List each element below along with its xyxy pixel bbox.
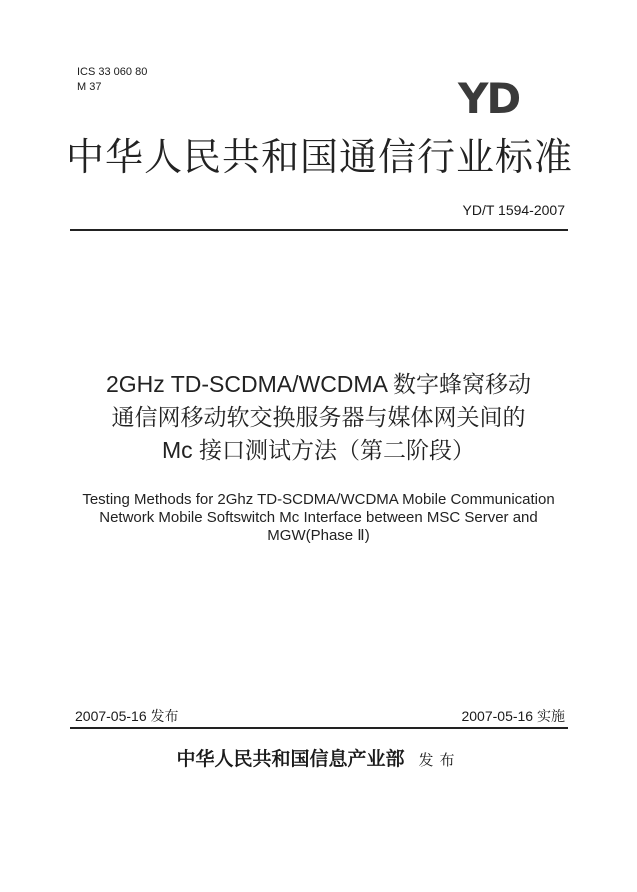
yd-logo: YD [458, 74, 520, 123]
standard-code: YD/T 1594-2007 [462, 202, 565, 218]
english-title-line: Network Mobile Softswitch Mc Interface between MSC Server and [99, 509, 538, 526]
publisher-name: 中华人民共和国信息产业部 [176, 748, 405, 770]
english-title-line: Testing Methods for 2Ghz TD-SCDMA/WCDMA Mobile Communication [82, 491, 555, 508]
chinese-title-line: 2GHz TD-SCDMA/WCDMA 数字蜂窝移动 [105, 371, 532, 397]
chinese-title [0, 368, 637, 467]
ics-code: ICS 33 060 80 [77, 66, 148, 78]
footer-divider [70, 727, 568, 729]
header-divider [70, 229, 568, 231]
chinese-title-line: Mc 接口测试方法（第二阶段） [161, 437, 476, 463]
issue-date: 2007-05-16 发布 [75, 708, 179, 724]
publish-action: 发布 [418, 751, 461, 769]
publisher [0, 744, 637, 771]
ccs-code: M 37 [77, 81, 102, 93]
classification-codes [77, 65, 147, 95]
english-title [0, 491, 637, 545]
chinese-title-line: 通信网移动软交换服务器与媒体网关间的 [111, 404, 526, 430]
standard-type-heading: 中华人民共和国通信行业标准 [66, 137, 574, 179]
effective-date: 2007-05-16 实施 [461, 708, 565, 724]
english-title-line: MGW(Phase Ⅱ) [267, 527, 370, 544]
